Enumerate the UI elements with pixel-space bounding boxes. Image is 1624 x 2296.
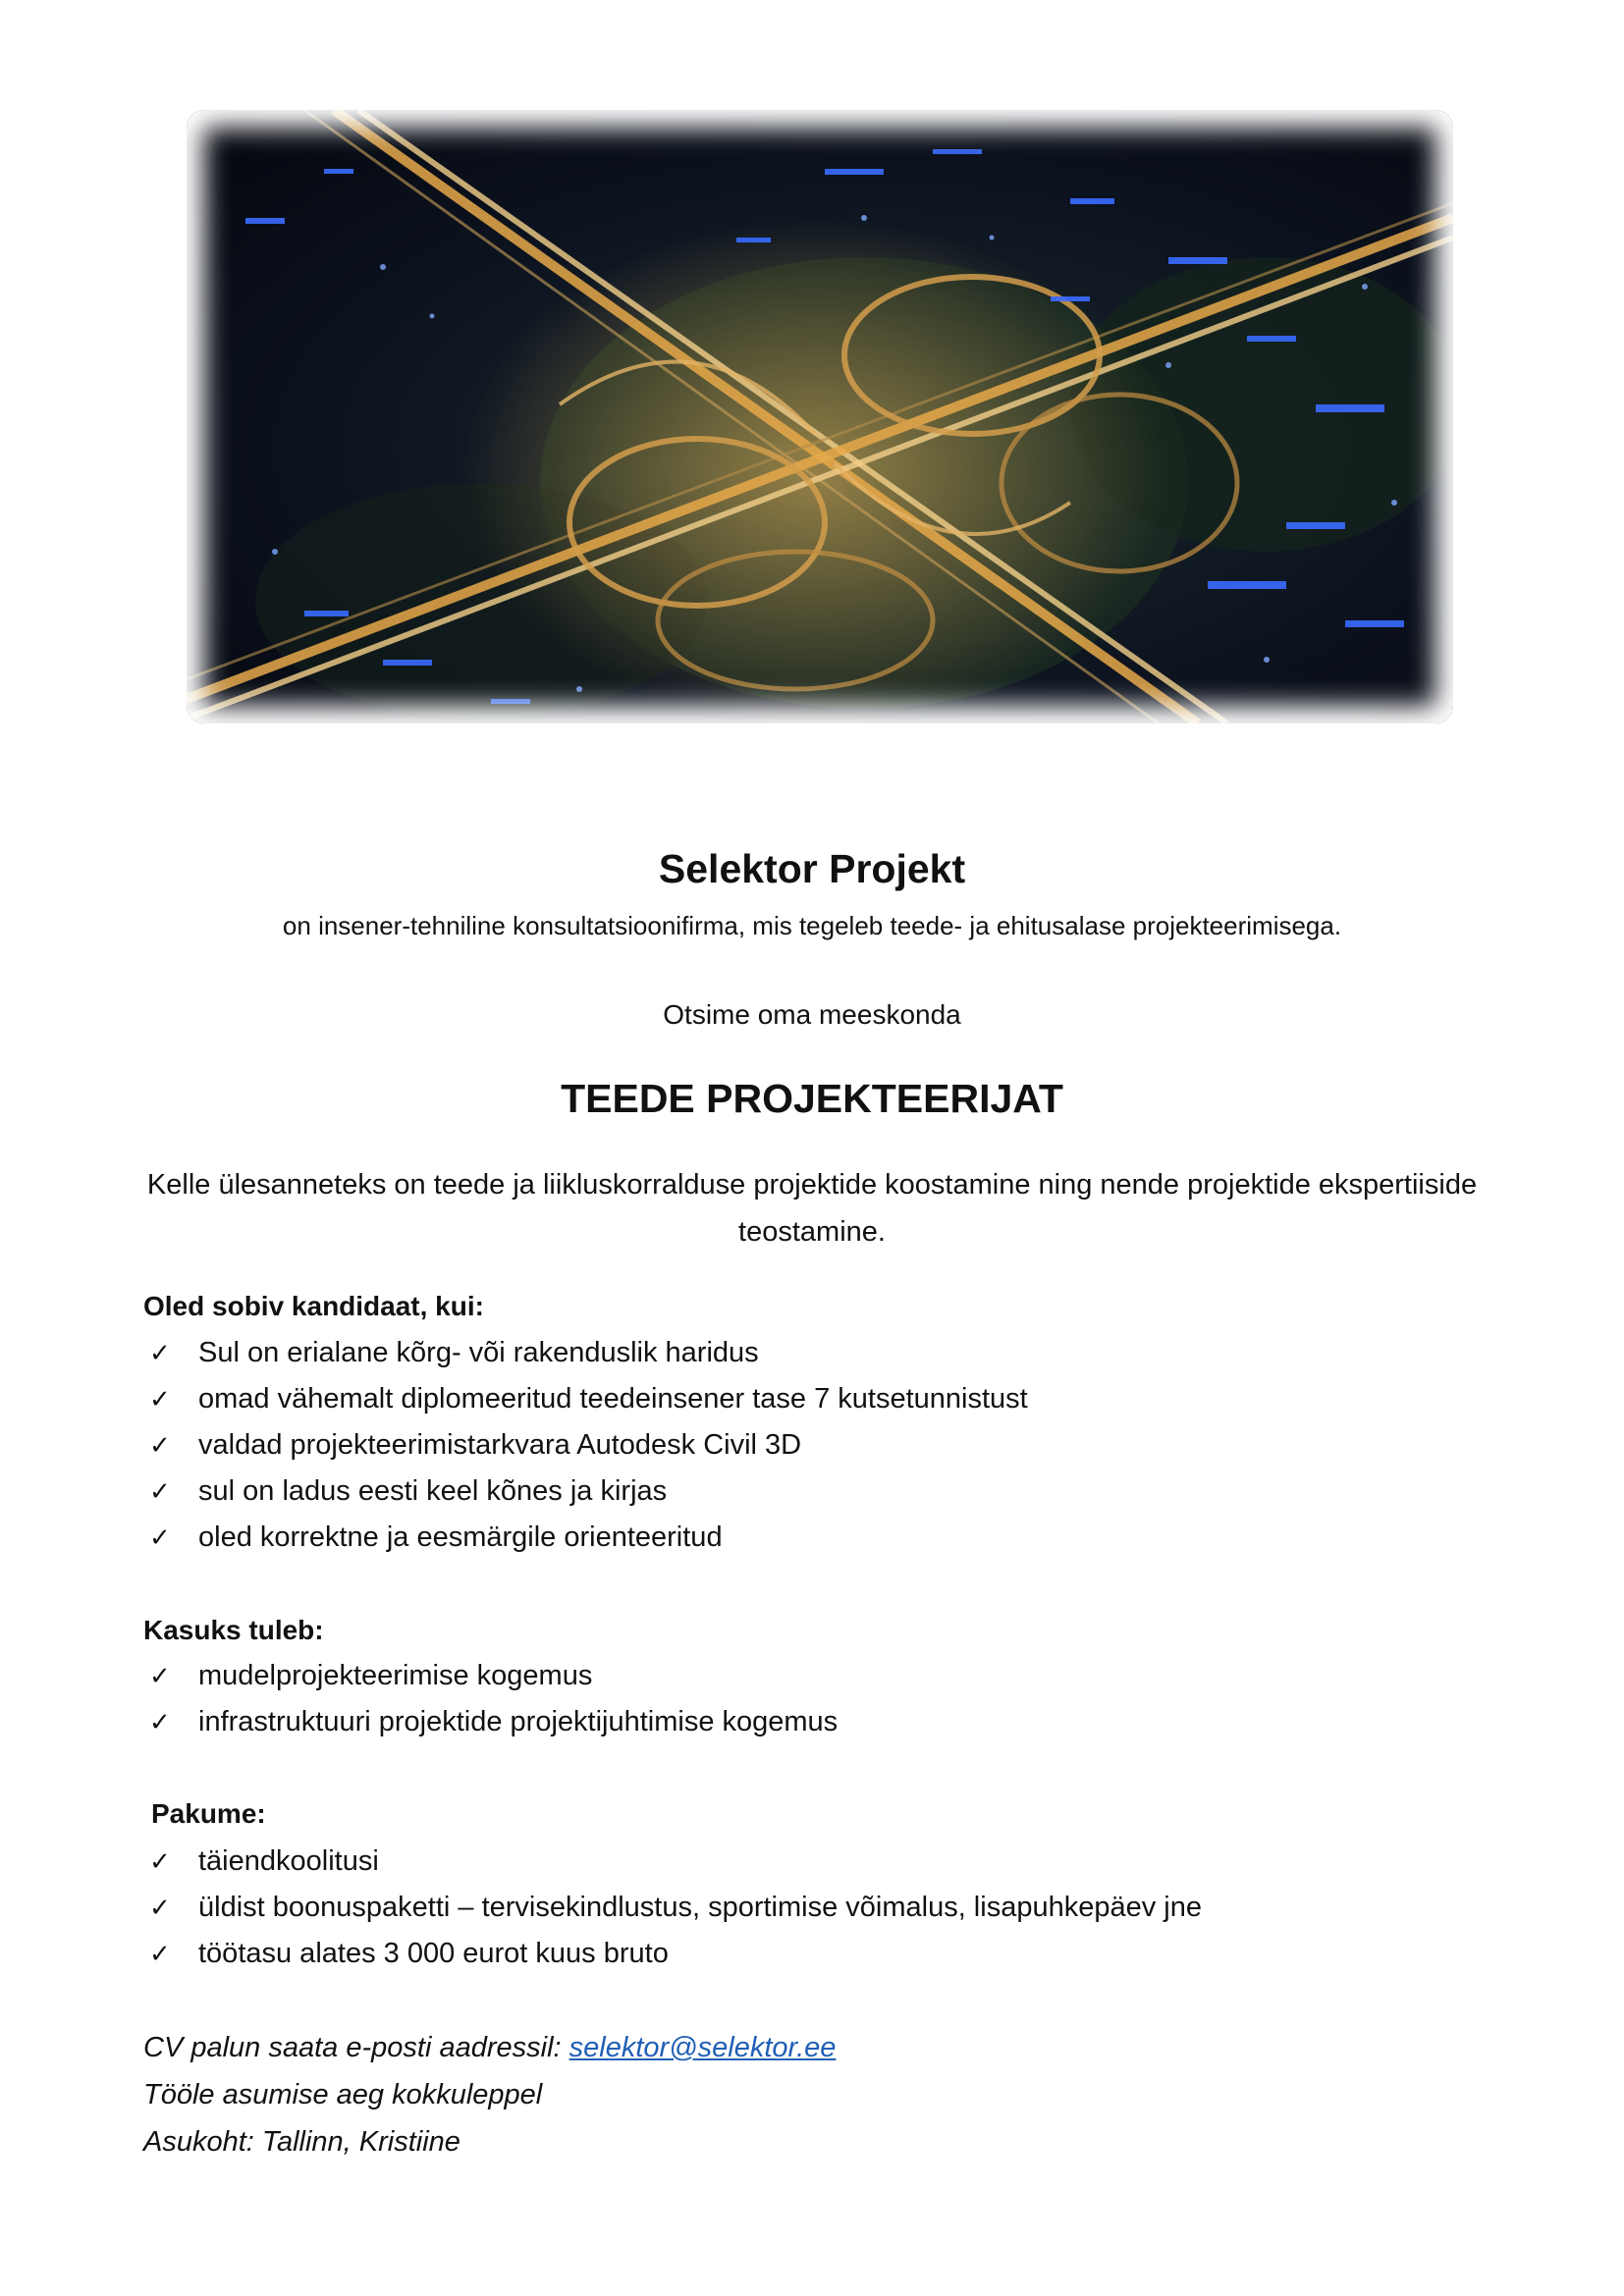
cv-line: CV palun saata e-posti aadressil: selektor@selektor.ee [143, 2032, 837, 2063]
offer-title: Pakume: [151, 1798, 266, 1829]
checkmark-icon: ✓ [149, 1522, 171, 1552]
list-item: ✓ sul on ladus eesti keel kõnes ja kirjas [149, 1468, 1028, 1515]
checkmark-icon: ✓ [149, 1338, 171, 1367]
checkmark-icon: ✓ [149, 1384, 171, 1414]
list-item: ✓ üldist boonuspaketti – tervisekindlustus, sportimise võimalus, lisapuhkepäev jne [149, 1885, 1202, 1931]
checkmark-icon: ✓ [149, 1939, 171, 1968]
company-name: Selektor Projekt [658, 846, 966, 891]
list-item: ✓ valdad projekteerimistarkvara Autodesk Civil 3D [149, 1422, 1028, 1468]
hero-image [187, 110, 1453, 723]
advantages-title: Kasuks tuleb: [143, 1615, 324, 1645]
checkmark-icon: ✓ [149, 1846, 171, 1876]
checkmark-icon: ✓ [149, 1476, 171, 1506]
checkmark-icon: ✓ [149, 1707, 171, 1736]
list-item: ✓ täiendkoolitusi [149, 1839, 1202, 1885]
list-item: ✓ Sul on erialane kõrg- või rakenduslik haridus [149, 1330, 1028, 1376]
requirements-list [149, 1330, 1028, 1561]
company-description: on insener-tehniline konsultatsioonifirma, mis tegeleb teede- ja ehitusalase projekteerimisega. [282, 911, 1342, 940]
checkmark-icon: ✓ [149, 1430, 171, 1460]
footer-info [143, 2024, 836, 2165]
list-item: ✓ infrastruktuuri projektide projektijuhtimise kogemus [149, 1699, 838, 1745]
checkmark-icon: ✓ [149, 1893, 171, 1922]
location: Asukoht: Tallinn, Kristiine [143, 2126, 460, 2158]
email-link[interactable]: selektor@selektor.ee [568, 2032, 837, 2063]
advantages-list [149, 1653, 838, 1745]
highway-interchange-illustration [187, 110, 1453, 723]
requirements-title: Oled sobiv kandidaat, kui: [143, 1291, 484, 1321]
start-time: Tööle asumise aeg kokkuleppel [143, 2079, 543, 2110]
seeking-text: Otsime oma meeskonda [663, 999, 961, 1030]
list-item: ✓ oled korrektne ja eesmärgile orienteeritud [149, 1515, 1028, 1561]
list-item: ✓ mudelprojekteerimise kogemus [149, 1653, 838, 1699]
list-item: ✓ töötasu alates 3 000 eurot kuus bruto [149, 1931, 1202, 1977]
offer-list [149, 1839, 1202, 1977]
position-title: TEEDE PROJEKTEERIJAT [561, 1076, 1063, 1121]
list-item: ✓ omad vähemalt diplomeeritud teedeinsener tase 7 kutsetunnistust [149, 1376, 1028, 1422]
tasks-description: Kelle ülesanneteks on teede ja liikluskorralduse projektide koostamine ning nende projektide ekspertiiside teostamine. [146, 1169, 1478, 1248]
checkmark-icon: ✓ [149, 1661, 171, 1690]
